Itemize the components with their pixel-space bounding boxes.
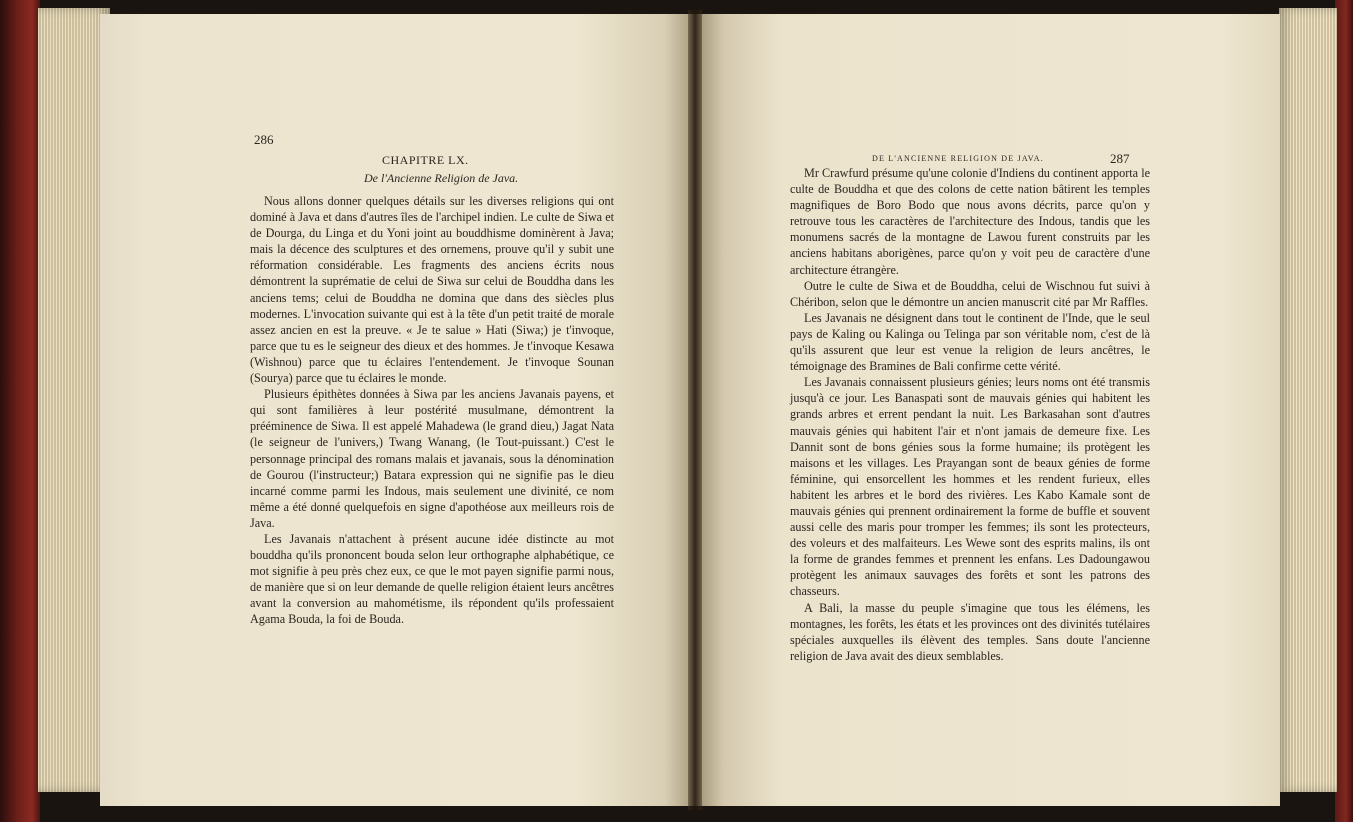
left-page <box>100 14 694 806</box>
book-cover-right <box>1335 0 1353 822</box>
paragraph: Les Javanais connaissent plusieurs génies; leurs noms ont été transmis jusqu'à ce jour. Les Banaspati sont de mauvais génies qui habitent les grands arbres et errent pendant la nuit. Les Barkasahan sont d'autres mauvais génies qui habitent l'air et n'ont jamais de demeure fixe. Les Dannit sont de bons génies sous la forme humaine; ils protègent les maisons et les villages. Les Prayangan sont de beaux génies de forme féminine, qui ensorcellent les hommes et les rendent furieux, elles habitent les arbres et le bord des rivières. Les Kabo Kamale sont de mauvais génies qui prennent ordinairement la forme de buffle et souvent aussi celle des maris pour tromper les femmes; ils sont les protecteurs, des voleurs et des malfaiteurs. Les Wewe sont des esprits malins, ils ont la forme de grandes femmes et prennent les enfans. Les Dadoungawou protègent les animaux sauvages des forêts et sont les patrons des chasseurs. <box>790 375 1150 599</box>
page-edges-right <box>1279 8 1337 792</box>
paragraph: Mr Crawfurd présume qu'une colonie d'Indiens du continent apporta le culte de Bouddha et que des colons de cette nation bâtirent les temples magnifiques de Boro Bodo que nous avons décrits, parce qu'on y retrouve tous les caractères de l'architecture des Indous, tandis que les monumens sacrés de la montagne de Lawou furent construits par les anciens habitans aborigènes, parce qu'on y voit peu de caractère d'une architecture étrangère. <box>790 166 1150 277</box>
paragraph: Plusieurs épithètes données à Siwa par les anciens Javanais payens, et qui sont familières à leur postérité musulmane, démontrent la prééminence de Siwa. Il est appelé Mahadewa (le grand dieu,) Jagat Nata (le seigneur de l'univers,) Twang Wanang, (le Tout-puissant.) C'est le personnage principal des romans malais et javanais, sous la dénomination de Gourou (l'instructeur;) Batara expression qui ne signifie pas le dieu incarné comme parmi les Indous, mais seulement une divinité, ce nom même a été donné quelquefois en signe d'apothéose aux meilleurs rois de Java. <box>250 387 614 530</box>
paragraph: Les Javanais n'attachent à présent aucune idée distincte au mot bouddha qu'ils prononcent bouda selon leur orthographe alphabétique, ce mot signifie à peu près chez eux, ce que le mot payen signifie parmi nous, de manière que si on leur demande de quelle religion étaient leurs ancêtres avant la conversion au mahométisme, ils répondent qu'ils professaient Agama Bouda, la foi de Bouda. <box>250 531 614 627</box>
book-cover-left <box>0 0 40 822</box>
right-page <box>694 14 1280 806</box>
paragraph: Outre le culte de Siwa et de Bouddha, celui de Wischnou fut suivi à Chéribon, selon que le démontre un ancien manuscrit cité par Mr Raffles. <box>790 278 1150 309</box>
paragraph: Nous allons donner quelques détails sur les diverses religions qui ont dominé à Java et dans d'autres îles de l'archipel indien. Le culte de Siwa et de Dourga, du Linga et du Yoni joint au bouddhisme dominèrent à Java; mais la décence des sculptures et des ornemens, prouve qu'il y subit une réformation considérable. Les fragments des anciens écrits nous démontrent la suprématie de celui de Siwa sur celui de Bouddha dans les anciens tems; celui de Bouddha ne domina que dans des siècles plus modernes. L'invocation suivante qui est à la tête d'un petit traité de morale assez ancien en est la preuve. « Je te salue » Hati (Siwa;) je t'invoque, parce que tu es le seigneur des dieux et des hommes. Je t'invoque Kesawa (Wishnou) parce que tu éclaires l'entendement. Je t'invoque Sounan (Sourya) parce que tu éclaires le monde. <box>250 194 614 386</box>
page-number: 287 <box>1110 151 1130 166</box>
left-body-text <box>250 193 614 628</box>
chapter-subtitle: De l'Ancienne Religion de Java. <box>364 171 519 185</box>
paragraph: A Bali, la masse du peuple s'imagine que tous les élémens, les montagnes, les forêts, les états et les provinces ont des divinités tutélaires spéciales auxquelles ils élèvent des temples. Sans doute l'ancienne religion de Java avait des dieux semblables. <box>790 600 1150 663</box>
running-head: DE L'ANCIENNE RELIGION DE JAVA. <box>872 154 1044 163</box>
page-number: 286 <box>254 132 274 147</box>
right-body-text <box>790 165 1150 664</box>
book-gutter <box>688 10 702 810</box>
chapter-title: CHAPITRE LX. <box>382 153 469 167</box>
paragraph: Les Javanais ne désignent dans tout le continent de l'Inde, que le seul pays de Kaling ou Kalinga ou Telinga par son véritable nom, c'est de là qu'ils assurent que leur est venue la religion de leurs ancêtres, le témoignage des Bramines de Bali confirme cette vérité. <box>790 310 1150 374</box>
